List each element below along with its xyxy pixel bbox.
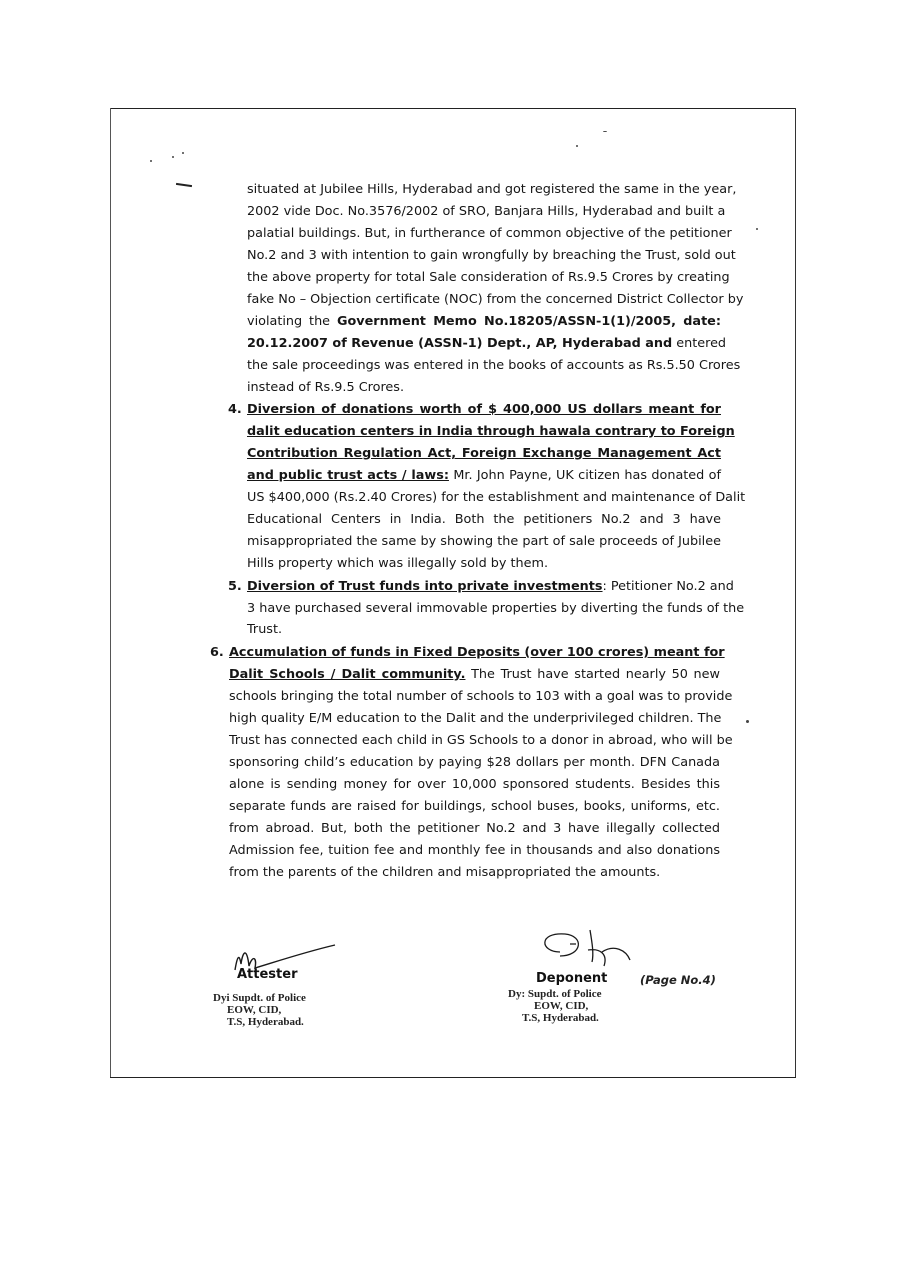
text-line: from the parents of the children and misappropriated the amounts.	[229, 865, 661, 880]
page-border-left	[110, 108, 111, 1078]
text-line: palatial buildings. But, in furtherance of common objective of the petitioner	[247, 226, 732, 241]
text-line: US $400,000 (Rs.2.40 Crores) for the establishment and maintenance of Dalit	[247, 490, 746, 505]
text-line	[247, 576, 734, 598]
attester-label: Attester	[237, 967, 298, 982]
text-line: schools bringing the total number of schools to 103 with a goal was to provide	[229, 689, 733, 704]
text-line: Trust has connected each child in GS Schools to a donor in abroad, who will be	[229, 733, 733, 748]
item-heading: Diversion of Trust funds into private investments	[247, 579, 603, 594]
text-line: instead of Rs.9.5 Crores.	[247, 380, 405, 395]
text-line: 2002 vide Doc. No.3576/2002 of SRO, Banjara Hills, Hyderabad and built a	[247, 204, 726, 219]
text-line: 3 have purchased several immovable properties by diverting the funds of the	[247, 601, 745, 616]
item-heading: dalit education centers in India through hawala contrary to Foreign	[247, 424, 735, 439]
text-line: from abroad. But, both the petitioner No.2 and 3 have illegally collected	[229, 821, 720, 836]
page-number: (Page No.4)	[640, 973, 716, 987]
memo-reference: 20.12.2007 of Revenue (ASSN-1) Dept., AP, Hyderabad and	[247, 336, 673, 351]
memo-reference: Government Memo No.18205/ASSN-1(1)/2005, date:	[336, 314, 721, 329]
item-heading: Accumulation of funds in Fixed Deposits (over 100 crores) meant for	[229, 645, 725, 660]
text-line: Admission fee, tuition fee and monthly fee in thousands and also donations	[229, 843, 720, 858]
attester-stamp	[213, 992, 306, 1028]
text-line: Trust.	[247, 622, 283, 637]
item-heading: Contribution Regulation Act, Foreign Exchange Management Act	[247, 446, 721, 461]
text-run: entered	[672, 336, 727, 351]
text-line	[247, 311, 721, 333]
text-run: : Petitioner No.2 and	[602, 579, 734, 594]
item-heading: Dalit Schools / Dalit community.	[229, 667, 466, 682]
text-line: fake No – Objection certificate (NOC) from the concerned District Collector by	[247, 292, 744, 307]
page-border-top	[110, 108, 796, 109]
stamp-line: T.S, Hyderabad.	[522, 1012, 599, 1024]
item-number: 5.	[228, 579, 242, 594]
stamp-line: Dyi Supdt. of Police	[213, 992, 306, 1004]
text-line	[247, 333, 727, 355]
scan-speck	[150, 160, 152, 162]
stamp-line: EOW, CID,	[534, 1000, 589, 1012]
deponent-signature	[530, 922, 640, 977]
text-line: the above property for total Sale consideration of Rs.9.5 Crores by creating	[247, 270, 730, 285]
text-run: violating the	[247, 314, 337, 329]
text-line: situated at Jubilee Hills, Hyderabad and got registered the same in the year,	[247, 182, 737, 197]
item-number: 4.	[228, 402, 242, 417]
text-line: Hills property which was illegally sold by them.	[247, 556, 549, 571]
scan-speck	[576, 145, 578, 147]
text-line: the sale proceedings was entered in the books of accounts as Rs.5.50 Crores	[247, 358, 741, 373]
text-line: Educational Centers in India. Both the petitioners No.2 and 3 have	[247, 512, 721, 527]
deponent-label: Deponent	[536, 971, 608, 986]
scan-speck	[172, 156, 174, 158]
text-line: misappropriated the same by showing the part of sale proceeds of Jubilee	[247, 534, 721, 549]
text-line	[229, 664, 720, 686]
stamp-line: T.S, Hyderabad.	[227, 1016, 304, 1028]
page-border-bottom	[110, 1077, 796, 1078]
stamp-line: EOW, CID,	[227, 1004, 282, 1016]
text-run: The Trust have started nearly 50 new	[465, 667, 720, 682]
scan-speck	[182, 152, 184, 154]
stamp-line: Dy: Supdt. of Police	[508, 988, 602, 1000]
item-number: 6.	[210, 645, 224, 660]
text-line: No.2 and 3 with intention to gain wrongfully by breaching the Trust, sold out	[247, 248, 736, 263]
text-line: high quality E/M education to the Dalit and the underprivileged children. The	[229, 711, 722, 726]
text-line: sponsoring child’s education by paying $28 dollars per month. DFN Canada	[229, 755, 720, 770]
item-heading: Diversion of donations worth of $ 400,000 US dollars meant for	[247, 402, 721, 417]
page-border-right	[795, 108, 796, 1078]
scan-speck	[756, 228, 758, 230]
scan-mark	[176, 183, 192, 187]
text-line	[247, 465, 721, 487]
scan-speck	[746, 720, 749, 723]
text-line: separate funds are raised for buildings, school buses, books, uniforms, etc.	[229, 799, 720, 814]
scan-speck	[603, 131, 607, 132]
item-heading: and public trust acts / laws:	[247, 468, 449, 483]
deponent-stamp	[508, 988, 602, 1024]
text-run: Mr. John Payne, UK citizen has donated of	[448, 468, 722, 483]
text-line: alone is sending money for over 10,000 sponsored students. Besides this	[229, 777, 720, 792]
